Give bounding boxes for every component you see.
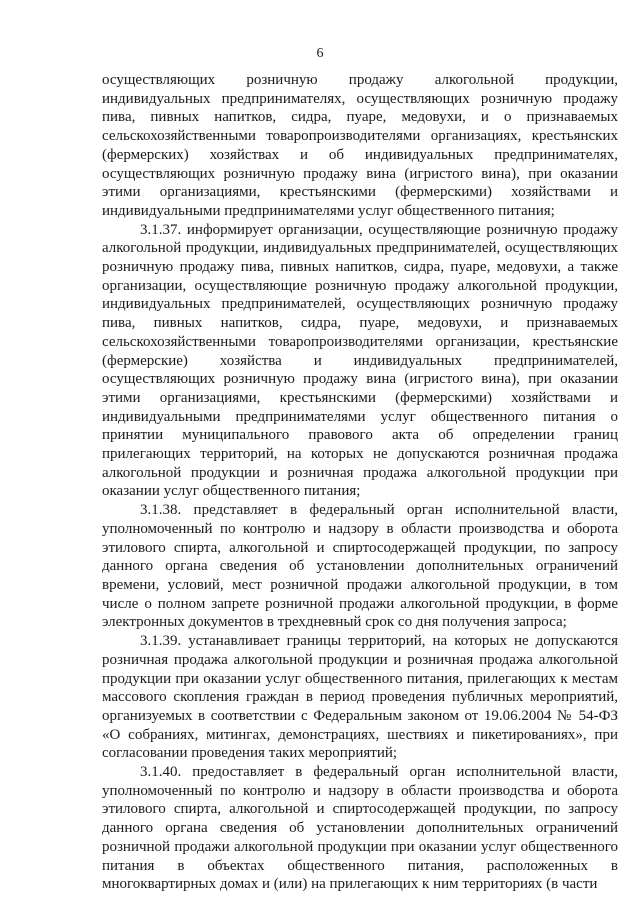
paragraph-3-1-37: 3.1.37. информирует организации, осуществляющие розничную продажу алкогольной продукции, индивидуальных предпринимателей, осуществляющих розничную продажу пива, пивных напитков, сидра, пуаре, медовухи, а также организации, осуществляющие розничную продажу алкогольной продукции, индивидуальных предпринимателей, осуществляющих розничную продажу пива, пивных напитков, сидра, пуаре, медовухи, и признаваемых сельскохозяйственными товаропроизводителями организации, крестьянские (фермерские) хозяйства и индивидуальных предпринимателей, осуществляющих розничную продажу вина (игристого вина), при оказании этими организациями, крестьянскими (фермерскими) хозяйствами и индивидуальными предпринимателями услуг общественного питания о принятии муниципального правового акта об определении границ прилегающих территорий, на которых не допускаются розничная продажа алкогольной продукции и розничная продажа алкогольной продукции при оказании услуг общественного питания; <box>102 221 618 500</box>
paragraph-3-1-39: 3.1.39. устанавливает границы территорий, на которых не допускаются розничная продажа алкогольной продукции и розничная продажа алкогольной продукции при оказании услуг общественного питания, прилегающих к местам массового скопления граждан в период проведения публичных мероприятий, организуемых в соответствии с Федеральным законом от 19.06.2004 № 54-ФЗ «О собраниях, митингах, демонстрациях, шествиях и пикетированиях», при согласовании проведения таких мероприятий; <box>102 633 618 762</box>
paragraph-3-1-40: 3.1.40. предоставляет в федеральный орган исполнительной власти, уполномоченный по контролю и надзору в области производства и оборота этилового спирта, алкогольной и спиртосодержащей продукции, по запросу данного органа сведения об установлении дополнительных ограничений розничной продажи алкогольной продукции при оказании услуг общественного питания в объектах общественного питания, расположенных в многоквартирных домах и (или) на прилегающих к ним территориях (в части <box>102 764 618 893</box>
page-number: 6 <box>316 46 324 61</box>
paragraph-3-1-38: 3.1.38. представляет в федеральный орган исполнительной власти, уполномоченный по контролю и надзору в области производства и оборота этилового спирта, алкогольной и спиртосодержащей продукции, по запросу данного органа сведения об установлении дополнительных ограничений времени, условий, мест розничной продажи алкогольной продукции, в том числе о полном запрете розничной продажи алкогольной продукции, в форме электронных документов в трехдневный срок со дня получения запроса; <box>102 502 618 631</box>
paragraph-continuation: осуществляющих розничную продажу алкогольной продукции, индивидуальных предпринимателях, осуществляющих розничную продажу пива, пивных напитков, сидра, пуаре, медовухи, и о признаваемых сельскохозяйственными товаропроизводителями организациях, крестьянских (фермерских) хозяйствах и об индивидуальных предпринимателях, осуществляющих розничную продажу вина (игристого вина), при оказании этими организациями, крестьянскими (фермерскими) хозяйствами и индивидуальными предпринимателями услуг общественного питания; <box>102 72 618 219</box>
document-body <box>102 71 618 894</box>
